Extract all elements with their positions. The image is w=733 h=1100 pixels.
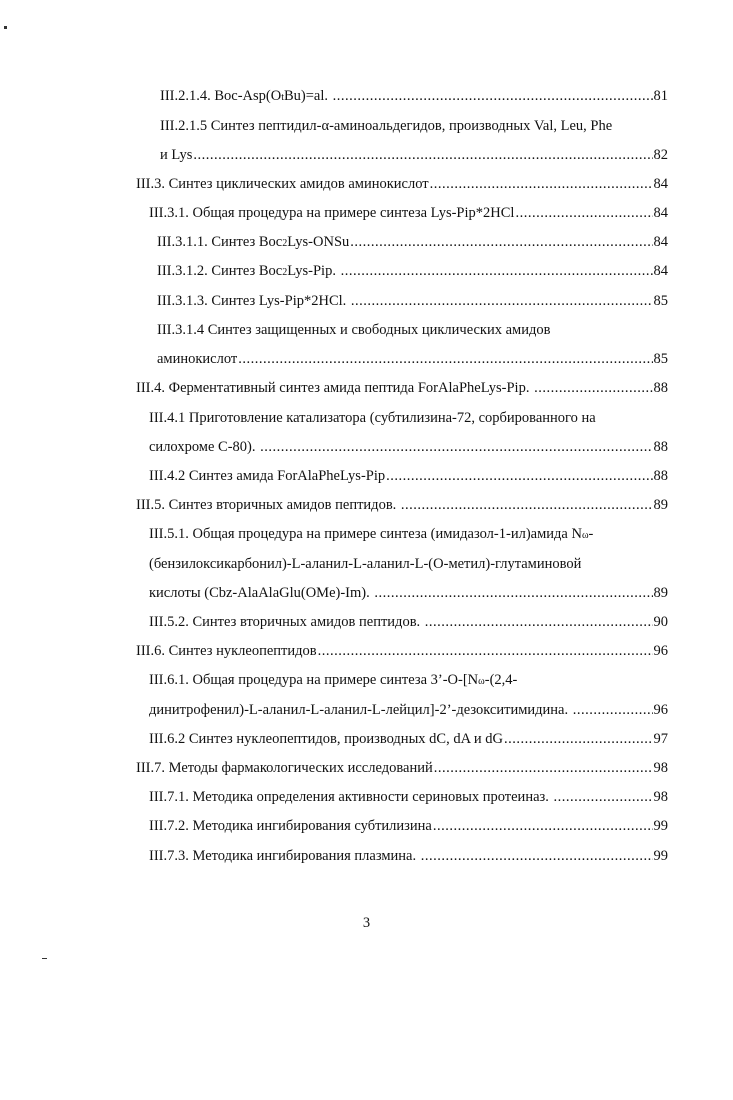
toc-entry-title: III.3. Синтез циклических амидов аминокислот [136,176,429,192]
toc-entry-title: кислоты (Cbz-AlaAlaGlu(OMe)-Im). [149,585,374,601]
toc-entry-title-cont: Lys-ONSu [287,234,350,250]
toc-entry [149,437,668,457]
toc-entry-title: III.3.1.1. Синтез Boc [157,234,283,250]
toc-entry [149,670,517,690]
toc-entry-title: III.6.1. Общая процедура на примере синтеза 3’-O-[N [149,672,479,688]
toc-page-number: 88 [653,439,668,455]
dot-leader [573,700,653,720]
toc-page-number: 84 [653,176,668,192]
subscript: 2 [282,267,288,278]
toc-page-number: 99 [653,848,668,864]
dot-leader [401,495,653,515]
toc-entry-title: III.3.1. Общая процедура на примере синтеза Lys-Pip*2HCl [149,205,515,221]
toc-entry [157,349,668,369]
dot-leader [318,641,653,661]
toc-page-number: 96 [653,702,668,718]
superscript: t [281,92,284,103]
toc-page-number: 89 [653,585,668,601]
toc-page-number: 81 [653,88,668,104]
superscript: ω [478,676,485,687]
toc-entry-title: III.4. Ферментативный синтез амида пептида ForAlaPheLys-Pip. [136,380,534,396]
dot-leader [515,203,652,223]
toc-page-number: 89 [653,497,668,513]
toc-entry-title: III.3.1.2. Синтез Boc [157,263,283,279]
toc-entry-title: III.6.2 Синтез нуклеопептидов, производных dC, dA и dG [149,731,504,747]
toc-entry [149,700,668,720]
toc-entry-title: III.3.1.3. Синтез Lys-Pip*2HCl. [157,293,350,309]
dot-leader [554,787,653,807]
toc-entry [149,554,581,574]
toc-page-number: 99 [653,818,668,834]
dot-leader [351,291,653,311]
toc-entry [149,408,596,428]
toc-entry [136,641,668,661]
toc-entry-title: III.4.2 Синтез амида ForAlaPheLys-Pip [149,468,386,484]
dot-leader [260,437,652,457]
toc-entry-title-cont: -(2,4- [484,672,518,688]
toc-page-number: 85 [653,293,668,309]
dot-leader [434,758,653,778]
superscript: ω [581,530,589,541]
dot-leader [425,612,653,632]
toc-entry-title-cont: - [588,526,594,542]
toc-page-number: 84 [653,263,668,279]
toc-entry [157,320,550,340]
toc-entry-title-cont: Bu)=al. [284,88,332,104]
toc-entry [136,758,668,778]
toc-entry-title-cont: Lys-Pip. [287,263,340,279]
toc-entry-title: и Lys [160,147,193,163]
toc-entry-title: аминокислот [157,351,238,367]
toc-page-number: 88 [653,380,668,396]
toc-page-number: 98 [653,789,668,805]
toc-page-number: 88 [653,468,668,484]
toc-entry [157,232,668,252]
toc-entry-title: III.7.2. Методика ингибирования субтилизина [149,818,432,834]
dot-leader [386,466,652,486]
toc-entry-title: III.5. Синтез вторичных амидов пептидов. [136,497,400,513]
dot-leader [534,378,652,398]
toc-entry [160,86,668,106]
dot-leader [430,174,653,194]
toc-entry [149,583,668,603]
toc-entry [160,116,612,136]
toc-page-number: 82 [653,147,668,163]
subscript: 2 [282,238,288,249]
toc-entry [149,816,668,836]
dot-leader [350,232,652,252]
toc-page-number: 85 [653,351,668,367]
toc-entry [157,261,668,281]
toc-entry [149,787,668,807]
toc-entry-title: динитрофенил)-L-аланил-L-аланил-L-лейцил]-2’-дезокситимидина. [149,702,572,718]
toc-entry-title: III.7. Методы фармакологических исследований [136,760,433,776]
toc-entry [157,291,668,311]
toc-entry-title: силохроме С-80). [149,439,260,455]
toc-page-number: 97 [653,731,668,747]
dot-leader [433,816,653,836]
toc-entry [149,846,668,866]
toc-entry-title: III.2.1.4. Boc-Asp(O [160,88,282,104]
dot-leader [333,86,653,106]
toc-page-number: 98 [653,760,668,776]
toc-entry-title: III.3.1.4 Синтез защищенных и свободных циклических амидов [157,322,551,338]
toc-page-number: 84 [653,205,668,221]
toc-entry [149,524,593,544]
toc-entry-title: III.5.2. Синтез вторичных амидов пептидов. [149,614,424,630]
scan-mark [4,26,7,29]
dot-leader [374,583,652,603]
dot-leader [421,846,653,866]
toc-entry-title: (бензилоксикарбонил)-L-аланил-L-аланил-L-(О-метил)-глутаминовой [149,556,582,572]
dot-leader [193,145,652,165]
toc-entry [136,174,668,194]
dot-leader [341,261,653,281]
toc-entry-title: III.7.3. Методика ингибирования плазмина. [149,848,420,864]
toc-entry-title: III.4.1 Приготовление катализатора (субтилизина-72, сорбированного на [149,410,596,426]
toc-entry [149,203,668,223]
toc-entry [136,495,668,515]
toc-entry [149,466,668,486]
toc-page-number: 96 [653,643,668,659]
dot-leader [504,729,652,749]
toc-entry-title: III.6. Синтез нуклеопептидов [136,643,317,659]
toc-entry-title: III.5.1. Общая процедура на примере синтеза (имидазол-1-ил)амида N [149,526,582,542]
toc-entry-title: III.7.1. Методика определения активности сериновых протеиназ. [149,789,553,805]
toc-entry [160,145,668,165]
page-number: 3 [362,915,371,931]
toc-entry [149,729,668,749]
toc-entry [149,612,668,632]
scan-mark [42,958,47,959]
toc-entry-title: III.2.1.5 Синтез пептидил-α-аминоальдегидов, производных Val, Leu, Phe [160,118,613,134]
toc-entry [136,378,668,398]
toc-page-number: 84 [653,234,668,250]
dot-leader [238,349,652,369]
toc-page-number: 90 [653,614,668,630]
